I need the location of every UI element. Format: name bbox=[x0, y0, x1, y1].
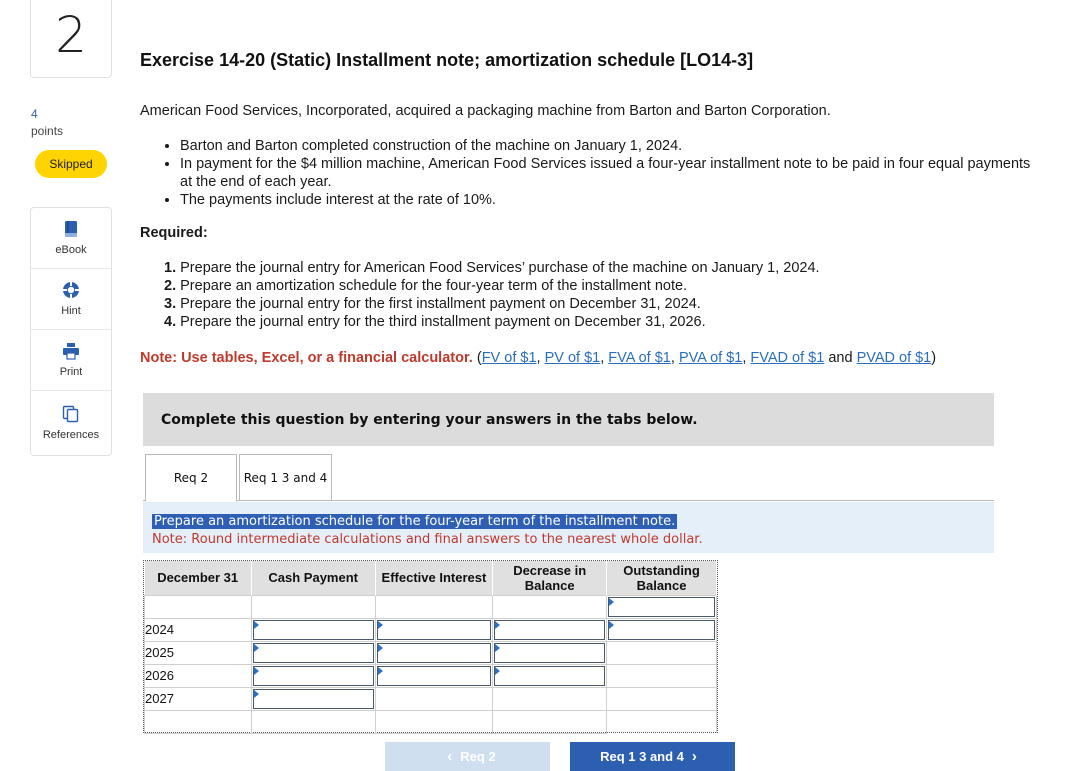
note-separator: , bbox=[742, 350, 751, 366]
requirement-number: 1. bbox=[164, 260, 177, 276]
decrease-balance-2024-input[interactable] bbox=[493, 618, 607, 641]
input-field[interactable] bbox=[377, 620, 492, 640]
empty-cell bbox=[607, 664, 717, 687]
year-cell bbox=[145, 595, 252, 618]
rounding-note: Note: Round intermediate calculations and final answers to the nearest whole dollar. bbox=[152, 532, 703, 547]
note-paren-open: ( bbox=[476, 350, 482, 366]
skipped-badge: Skipped bbox=[35, 150, 107, 178]
requirement-item bbox=[164, 295, 820, 313]
prepare-instruction: Prepare an amortization schedule for the four-year term of the installment note. bbox=[154, 514, 676, 529]
prev-req-button[interactable] bbox=[385, 742, 550, 771]
bullet-item: • In payment for the $4 million machine, American Food Services issued a four-year installment note to be paid in four equal payments at the end of each year. bbox=[180, 155, 1045, 191]
input-field[interactable] bbox=[494, 620, 605, 640]
input-field[interactable] bbox=[253, 643, 374, 663]
input-field[interactable] bbox=[494, 666, 605, 686]
points-value: 4 bbox=[31, 107, 38, 121]
outstanding-balance-2024-input[interactable] bbox=[607, 618, 717, 641]
ebook-button[interactable] bbox=[31, 208, 111, 269]
tools-panel bbox=[30, 207, 112, 456]
empty-cell bbox=[607, 687, 717, 710]
tables-note bbox=[140, 350, 936, 366]
input-field[interactable] bbox=[253, 666, 374, 686]
requirement-number: 4. bbox=[164, 314, 177, 330]
col-decrease-in-balance: Decrease in Balance bbox=[493, 561, 607, 595]
cash-payment-2026-input[interactable] bbox=[251, 664, 375, 687]
effective-interest-2024-input[interactable] bbox=[375, 618, 493, 641]
points-label: points bbox=[31, 124, 64, 138]
table-row bbox=[145, 618, 717, 641]
exercise-bullets bbox=[165, 137, 1045, 209]
required-heading: Required: bbox=[140, 225, 208, 241]
requirement-text: Prepare the journal entry for American Food Services’ purchase of the machine on January 1, 2024. bbox=[180, 260, 820, 276]
input-field[interactable] bbox=[494, 643, 605, 663]
question-number: 2 bbox=[55, 5, 87, 64]
total-cell bbox=[493, 710, 607, 733]
cash-payment-2027-input[interactable] bbox=[251, 687, 375, 710]
note-paren-close: ) bbox=[931, 350, 937, 366]
link-pv-of-1[interactable]: PV of $1 bbox=[544, 350, 601, 366]
print-label: Print bbox=[59, 366, 83, 378]
printer-icon bbox=[62, 342, 80, 360]
input-field[interactable] bbox=[253, 620, 374, 640]
table-row bbox=[145, 687, 717, 710]
input-field[interactable] bbox=[608, 597, 715, 617]
effective-interest-2026-input[interactable] bbox=[375, 664, 493, 687]
empty-cell bbox=[251, 595, 375, 618]
chevron-right-icon: › bbox=[691, 748, 697, 765]
cash-payment-2025-input[interactable] bbox=[251, 641, 375, 664]
empty-cell bbox=[375, 595, 493, 618]
note-and: and bbox=[828, 350, 853, 366]
note-separator: , bbox=[670, 350, 679, 366]
input-field[interactable] bbox=[253, 689, 374, 709]
effective-interest-2025-input[interactable] bbox=[375, 641, 493, 664]
total-cell bbox=[251, 710, 375, 733]
empty-cell bbox=[375, 687, 493, 710]
references-button[interactable] bbox=[31, 391, 111, 455]
requirements-list bbox=[164, 259, 820, 331]
next-req-button[interactable] bbox=[570, 742, 735, 771]
chevron-left-icon: ‹ bbox=[447, 748, 453, 765]
complete-question-banner: Complete this question by entering your answers in the tabs below. bbox=[143, 393, 994, 446]
table-row bbox=[145, 664, 717, 687]
outstanding-balance-initial-input[interactable] bbox=[607, 595, 717, 618]
table-row bbox=[145, 710, 717, 733]
hint-button[interactable] bbox=[31, 269, 111, 330]
input-field[interactable] bbox=[377, 643, 492, 663]
empty-cell bbox=[493, 687, 607, 710]
link-fva-of-1[interactable]: FVA of $1 bbox=[608, 350, 671, 366]
empty-cell bbox=[607, 641, 717, 664]
tab-req-1-3-and-4[interactable]: Req 1 3 and 4 bbox=[239, 454, 332, 501]
table-row bbox=[145, 595, 717, 618]
print-button[interactable] bbox=[31, 330, 111, 391]
link-fv-of-1[interactable]: FV of $1 bbox=[481, 350, 537, 366]
col-december-31: December 31 bbox=[145, 561, 252, 595]
decrease-balance-2025-input[interactable] bbox=[493, 641, 607, 664]
year-cell: 2026 bbox=[145, 664, 252, 687]
input-field[interactable] bbox=[377, 666, 492, 686]
requirement-item bbox=[164, 313, 820, 331]
exercise-intro: American Food Services, Incorporated, acquired a packaging machine from Barton and Barton Corporation. bbox=[140, 103, 831, 119]
ebook-label: eBook bbox=[55, 244, 87, 256]
bullet-item: • Barton and Barton completed construction of the machine on January 1, 2024. bbox=[180, 137, 1045, 155]
bullet-item: • The payments include interest at the rate of 10%. bbox=[180, 191, 1045, 209]
requirement-item bbox=[164, 277, 820, 295]
col-cash-payment: Cash Payment bbox=[251, 561, 375, 595]
requirement-number: 3. bbox=[164, 296, 177, 312]
hint-icon bbox=[62, 281, 80, 299]
amortization-schedule bbox=[143, 560, 718, 733]
input-field[interactable] bbox=[608, 620, 715, 640]
references-label: References bbox=[42, 429, 100, 441]
requirement-number: 2. bbox=[164, 278, 177, 294]
empty-cell bbox=[493, 595, 607, 618]
cash-payment-2024-input[interactable] bbox=[251, 618, 375, 641]
requirement-item bbox=[164, 259, 820, 277]
empty-cell bbox=[607, 710, 717, 733]
tab-req-2[interactable]: Req 2 bbox=[145, 454, 237, 502]
year-cell bbox=[145, 710, 252, 733]
tables-note-label: Note: Use tables, Excel, or a financial calculator. bbox=[140, 350, 473, 366]
prev-req-label: Req 2 bbox=[460, 749, 496, 764]
year-cell: 2025 bbox=[145, 641, 252, 664]
hint-label: Hint bbox=[61, 305, 81, 317]
requirement-text: Prepare the journal entry for the first installment payment on December 31, 2024. bbox=[180, 296, 701, 312]
decrease-balance-2026-input[interactable] bbox=[493, 664, 607, 687]
col-outstanding-balance: Outstanding Balance bbox=[607, 561, 717, 595]
note-separator: , bbox=[600, 350, 609, 366]
year-cell: 2024 bbox=[145, 618, 252, 641]
col-effective-interest: Effective Interest bbox=[375, 561, 493, 595]
table-row bbox=[145, 641, 717, 664]
amortization-table bbox=[144, 561, 717, 734]
year-cell: 2027 bbox=[145, 687, 252, 710]
book-icon bbox=[62, 220, 80, 238]
exercise-title: Exercise 14-20 (Static) Installment note; amortization schedule [LO14-3] bbox=[140, 50, 754, 70]
note-separator: , bbox=[536, 350, 545, 366]
instructions-box bbox=[143, 502, 994, 553]
link-pva-of-1[interactable]: PVA of $1 bbox=[678, 350, 743, 366]
link-pvad-of-1[interactable]: PVAD of $1 bbox=[856, 350, 932, 366]
total-cell bbox=[375, 710, 493, 733]
question-number-box bbox=[30, 0, 112, 78]
link-fvad-of-1[interactable]: FVAD of $1 bbox=[750, 350, 825, 366]
next-req-label: Req 1 3 and 4 bbox=[600, 749, 684, 764]
requirement-text: Prepare an amortization schedule for the four-year term of the installment note. bbox=[180, 278, 688, 294]
requirement-text: Prepare the journal entry for the third installment payment on December 31, 2026. bbox=[180, 314, 706, 330]
references-icon bbox=[62, 405, 80, 423]
